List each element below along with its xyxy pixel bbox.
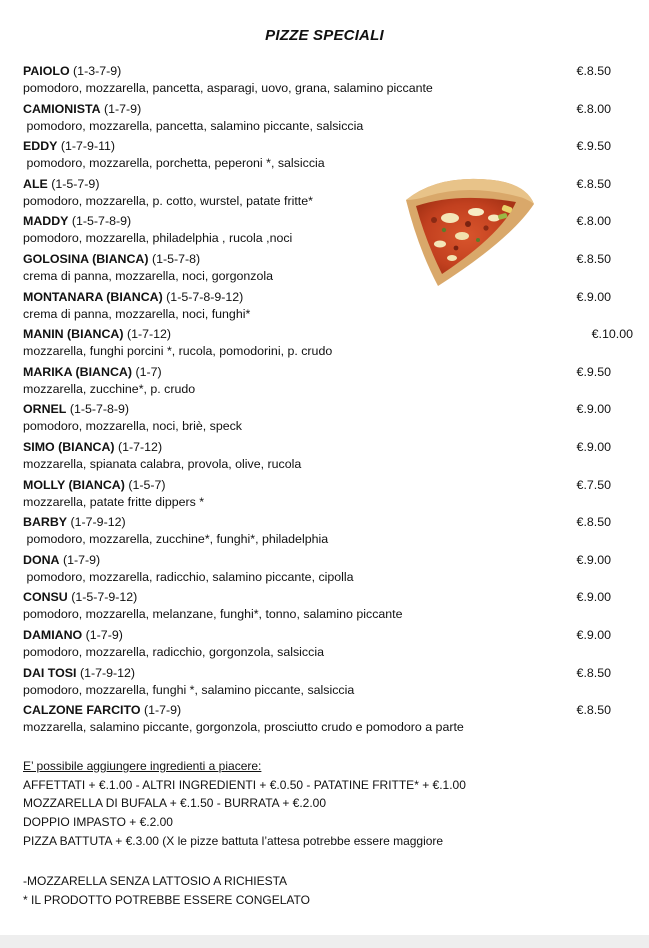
menu-item xyxy=(23,588,633,626)
menu-item-price: €.9.00 xyxy=(576,552,611,567)
menu-item-price: €.8.00 xyxy=(576,214,611,229)
menu-item-allergen-codes: (1-7-12) xyxy=(126,327,172,342)
menu-item-price: €.7.50 xyxy=(576,477,611,492)
menu-item-allergen-codes: (1-7-9) xyxy=(85,627,123,642)
menu-item xyxy=(23,325,633,363)
menu-item-allergen-codes: (1-7-9) xyxy=(104,101,142,116)
menu-item-name: CAMIONISTA xyxy=(23,101,101,116)
menu-item-heading xyxy=(23,588,137,606)
menu-item-name: DAI TOSI xyxy=(23,665,77,680)
menu-item-ingredients: crema di panna, mozzarella, noci, funghi* xyxy=(23,306,251,321)
menu-item-allergen-codes: (1-5-7-9-12) xyxy=(71,590,138,605)
pizza-list xyxy=(23,62,633,739)
menu-item-ingredients: crema di panna, mozzarella, noci, gorgonzola xyxy=(23,268,274,283)
menu-item-ingredients: pomodoro, mozzarella, radicchio, gorgonzola, salsiccia xyxy=(23,644,324,659)
menu-item-name: EDDY xyxy=(23,139,58,154)
menu-item-price: €.10.00 xyxy=(591,327,633,342)
menu-item-allergen-codes: (1-7-9-12) xyxy=(70,515,126,530)
menu-item xyxy=(23,701,633,739)
menu-item-heading xyxy=(23,62,121,80)
menu-item-ingredients: mozzarella, spianata calabra, provola, olive, rucola xyxy=(23,456,302,471)
menu-item-heading xyxy=(23,137,115,155)
extras-line: AFFETTATI + €.1.00 - ALTRI INGREDIENTI + €.0.50 - PATATINE FRITTE* + €.1.00 xyxy=(23,777,466,792)
menu-item-ingredients: mozzarella, salamino piccante, gorgonzola, prosciutto crudo e pomodoro a parte xyxy=(23,720,464,735)
menu-item-price: €.8.50 xyxy=(576,64,611,78)
extras-section xyxy=(23,757,466,851)
menu-item-price: €.8.50 xyxy=(576,251,611,266)
menu-item xyxy=(23,212,633,250)
menu-item-name: MOLLY (BIANCA) xyxy=(23,477,125,492)
menu-item xyxy=(23,62,633,100)
menu-item-ingredients: pomodoro, mozzarella, noci, briè, speck xyxy=(23,419,243,434)
menu-item xyxy=(23,476,633,514)
menu-item-heading xyxy=(23,438,162,456)
menu-item-heading xyxy=(23,626,123,644)
menu-item-heading xyxy=(23,175,99,193)
menu-item xyxy=(23,100,633,138)
menu-item-allergen-codes: (1-5-7-8) xyxy=(151,251,201,266)
menu-item-heading xyxy=(23,363,162,381)
menu-item-allergen-codes: (1-7-9) xyxy=(62,552,101,567)
menu-item xyxy=(23,363,633,401)
menu-item-name: SIMO (BIANCA) xyxy=(23,439,115,454)
menu-item-heading xyxy=(23,250,200,268)
menu-item xyxy=(23,664,633,702)
menu-item-allergen-codes: (1-5-7-8-9) xyxy=(69,402,130,417)
menu-item xyxy=(23,175,633,213)
notes-section xyxy=(23,872,310,909)
menu-item-allergen-codes: (1-5-7) xyxy=(128,477,166,492)
menu-item xyxy=(23,137,633,175)
menu-item-price: €.9.00 xyxy=(576,402,611,417)
menu-item-allergen-codes: (1-7-9) xyxy=(143,703,182,718)
menu-item-name: GOLOSINA (BIANCA) xyxy=(23,251,149,266)
menu-item-name: DAMIANO xyxy=(23,627,83,642)
menu-item-name: ORNEL xyxy=(23,402,67,417)
menu-item-ingredients: pomodoro, mozzarella, pancetta, salamino piccante, salsiccia xyxy=(23,118,364,133)
menu-item-ingredients: pomodoro, mozzarella, funghi *, salamino piccante, salsiccia xyxy=(23,682,355,697)
menu-item-name: MARIKA (BIANCA) xyxy=(23,364,132,379)
menu-item-name: PAIOLO xyxy=(23,64,70,78)
menu-item-price: €.9.00 xyxy=(576,627,611,642)
menu-item xyxy=(23,250,633,288)
page-title: PIZZE SPECIALI xyxy=(265,27,384,44)
menu-item-allergen-codes: (1-7) xyxy=(135,364,162,379)
menu-item-ingredients: pomodoro, mozzarella, melanzane, funghi*, tonno, salamino piccante xyxy=(23,607,403,622)
menu-item-ingredients: mozzarella, patate fritte dippers * xyxy=(23,494,205,509)
menu-item xyxy=(23,288,633,326)
menu-item-allergen-codes: (1-7-9-12) xyxy=(79,665,136,680)
menu-item-price: €.9.00 xyxy=(576,289,611,304)
menu-item-heading xyxy=(23,288,243,306)
pizza-slice-icon xyxy=(398,170,536,290)
menu-item-price: €.9.50 xyxy=(576,139,611,154)
menu-item xyxy=(23,626,633,664)
menu-item-name: CONSU xyxy=(23,590,68,605)
menu-item xyxy=(23,400,633,438)
menu-item-allergen-codes: (1-7-12) xyxy=(118,439,163,454)
menu-item-name: MANIN (BIANCA) xyxy=(23,327,124,342)
menu-item-heading xyxy=(23,400,129,418)
menu-item xyxy=(23,551,633,589)
menu-item xyxy=(23,513,633,551)
menu-item-heading xyxy=(23,664,135,682)
menu-item-price: €.8.00 xyxy=(576,101,611,116)
menu-item-ingredients: pomodoro, mozzarella, p. cotto, wurstel, patate fritte* xyxy=(23,193,313,208)
menu-item-ingredients: mozzarella, zucchine*, p. crudo xyxy=(23,381,196,396)
menu-item-price: €.9.00 xyxy=(576,439,611,454)
menu-item-name: MADDY xyxy=(23,214,69,229)
menu-item-heading xyxy=(23,100,141,118)
note-lactose-free: -MOZZARELLA SENZA LATTOSIO A RICHIESTA xyxy=(23,874,288,888)
menu-item-allergen-codes: (1-5-7-8-9) xyxy=(71,214,132,229)
extras-heading: E’ possibile aggiungere ingredienti a piacere: xyxy=(23,759,262,773)
menu-item-heading xyxy=(23,325,171,343)
menu-item-allergen-codes: (1-5-7-9) xyxy=(51,176,100,191)
menu-item-heading xyxy=(23,701,181,719)
menu-item-price: €.8.50 xyxy=(576,665,611,680)
menu-item-heading xyxy=(23,513,126,531)
note-frozen-product: * IL PRODOTTO POTREBBE ESSERE CONGELATO xyxy=(23,892,310,907)
menu-item-heading xyxy=(23,551,100,569)
menu-item-allergen-codes: (1-5-7-8-9-12) xyxy=(166,289,244,304)
extras-line: DOPPIO IMPASTO + €.2.00 xyxy=(23,815,173,830)
menu-item-name: DONA xyxy=(23,552,60,567)
menu-item-ingredients: pomodoro, mozzarella, pancetta, asparagi, uovo, grana, salamino piccante xyxy=(23,81,433,95)
menu-item-price: €.9.50 xyxy=(576,364,611,379)
menu-item-heading xyxy=(23,476,166,494)
extras-line: MOZZARELLA DI BUFALA + €.1.50 - BURRATA + €.2.00 xyxy=(23,796,327,811)
menu-item-name: MONTANARA (BIANCA) xyxy=(23,289,163,304)
menu-item-name: BARBY xyxy=(23,515,68,530)
menu-item-name: ALE xyxy=(23,176,48,191)
menu-item-ingredients: pomodoro, mozzarella, porchetta, peperoni *, salsiccia xyxy=(23,156,325,171)
menu-item-ingredients: pomodoro, mozzarella, zucchine*, funghi*, philadelphia xyxy=(23,532,329,547)
menu-item-price: €.8.50 xyxy=(576,703,611,718)
menu-item xyxy=(23,438,633,476)
menu-item-ingredients: pomodoro, mozzarella, philadelphia , rucola ,noci xyxy=(23,231,293,246)
menu-item-price: €.8.50 xyxy=(576,515,611,530)
extras-line: PIZZA BATTUTA + €.3.00 (X le pizze battuta l’attesa potrebbe essere maggiore xyxy=(23,833,444,848)
menu-item-name: CALZONE FARCITO xyxy=(23,703,141,718)
menu-item-price: €.8.50 xyxy=(576,176,611,191)
menu-item-price: €.9.00 xyxy=(576,590,611,605)
menu-item-allergen-codes: (1-3-7-9) xyxy=(73,64,122,78)
menu-item-heading xyxy=(23,212,131,230)
menu-item-ingredients: pomodoro, mozzarella, radicchio, salamino piccante, cipolla xyxy=(23,569,354,584)
menu-item-ingredients: mozzarella, funghi porcini *, rucola, pomodorini, p. crudo xyxy=(23,344,333,359)
menu-item-allergen-codes: (1-7-9-11) xyxy=(60,139,116,154)
